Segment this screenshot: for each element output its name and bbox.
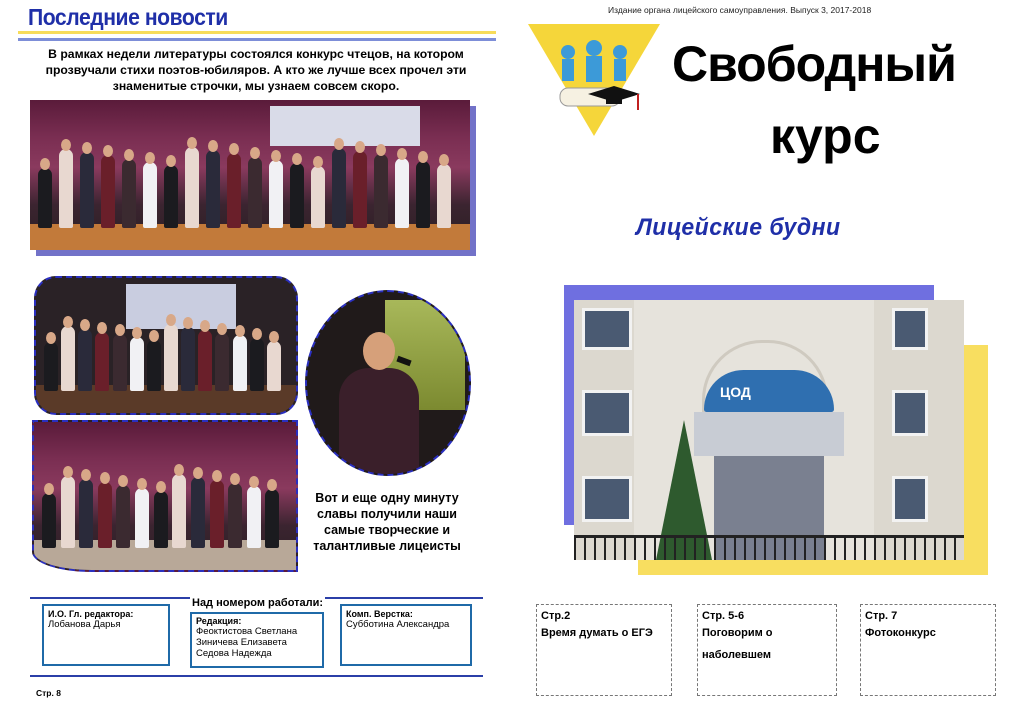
person-silhouette <box>130 337 144 391</box>
person-head <box>156 481 166 493</box>
person-head <box>269 331 279 343</box>
person-silhouette <box>42 493 56 548</box>
teaser-box <box>860 604 996 696</box>
person-head <box>193 467 203 479</box>
person-silhouette <box>95 332 109 391</box>
person-head <box>44 483 54 495</box>
person-head <box>132 327 142 339</box>
person-silhouette <box>154 491 168 548</box>
person-head <box>235 325 245 337</box>
person-silhouette <box>59 149 73 228</box>
person-head <box>115 324 125 336</box>
person-silhouette <box>98 482 112 548</box>
layout-box <box>340 604 472 666</box>
person-silhouette <box>228 483 242 548</box>
person-silhouette <box>79 479 93 548</box>
person-silhouette <box>78 329 92 391</box>
person-silhouette <box>353 151 367 228</box>
person-silhouette <box>437 164 451 228</box>
person-head <box>208 140 218 152</box>
news-section-title: Последние новости <box>28 4 228 30</box>
person-silhouette <box>374 154 388 228</box>
staff-name: Зиничева Елизавета <box>196 637 287 648</box>
section-subtitle: Лицейские будни <box>636 214 841 241</box>
person-silhouette <box>191 477 205 548</box>
person-silhouette <box>181 327 195 391</box>
editor-name: Лобанова Дарья <box>48 619 121 630</box>
teaser-page: Стр. 5-6 <box>702 610 745 622</box>
person-silhouette <box>332 148 346 228</box>
speaker-photo <box>305 290 471 476</box>
person-silhouette <box>269 160 283 228</box>
teaser-page: Стр. 7 <box>865 610 898 622</box>
person-head <box>200 320 210 332</box>
brand-title-line1: Свободный <box>672 36 956 92</box>
teaser-page: Стр.2 <box>541 610 571 622</box>
person-silhouette <box>206 150 220 228</box>
person-silhouette <box>80 152 94 228</box>
person-silhouette <box>122 159 136 228</box>
person-silhouette <box>248 157 262 229</box>
person-silhouette <box>198 330 212 391</box>
person-silhouette <box>290 163 304 228</box>
person-silhouette <box>395 158 409 228</box>
person-silhouette <box>143 162 157 228</box>
teaser-box <box>536 604 672 696</box>
person-head <box>252 328 262 340</box>
person-silhouette <box>113 334 127 391</box>
person-silhouette <box>233 335 247 391</box>
issue-line: Издание органа лицейского самоуправления. Выпуск 3, 2017-2018 <box>608 5 872 15</box>
person-head <box>80 319 90 331</box>
person-silhouette <box>38 168 52 229</box>
person-silhouette <box>210 480 224 548</box>
teaser-desc: Время думать о ЕГЭ <box>541 627 653 639</box>
person-silhouette <box>416 161 430 228</box>
lyceum-building-photo <box>574 300 964 560</box>
group-photo-readers <box>32 420 298 572</box>
building-sign: ЦОД <box>720 384 751 400</box>
intro-paragraph: В рамках недели литературы состоялся конкурс чтецов, на котором прозвучали стихи поэтов-юбиляров. А кто же лучше всех прочел эти знаменитые строчки, мы узнаем совсем скоро. <box>45 47 467 93</box>
editor-label: И.О. Гл. редактора: <box>48 609 134 619</box>
person-silhouette <box>101 155 115 228</box>
staff-label: Редакция: <box>196 616 242 626</box>
person-head <box>61 139 71 151</box>
person-head <box>46 332 56 344</box>
person-head <box>118 475 128 487</box>
credits-bottom-rule <box>30 675 483 677</box>
person-silhouette <box>164 324 178 391</box>
person-head <box>145 152 155 164</box>
layout-label: Комп. Верстка: <box>346 609 413 619</box>
person-silhouette <box>135 488 149 548</box>
teaser-box <box>697 604 837 696</box>
person-silhouette <box>61 326 75 391</box>
photo-caption: Вот и еще одну минуту славы получили наши самые творческие и талантливые лицеисты <box>313 491 461 553</box>
page-number: Стр. 8 <box>36 688 61 698</box>
person-head <box>249 476 259 488</box>
person-silhouette <box>267 341 281 391</box>
person-head <box>124 149 134 161</box>
person-silhouette <box>116 485 130 548</box>
person-head <box>271 150 281 162</box>
person-silhouette <box>185 147 199 228</box>
person-head <box>217 323 227 335</box>
staff-name: Седова Надежда <box>196 648 272 659</box>
person-silhouette <box>44 342 58 392</box>
person-head <box>149 330 159 342</box>
person-silhouette <box>164 165 178 228</box>
layout-name: Субботина Александра <box>346 619 450 630</box>
brand-title-line2: курс <box>770 108 881 164</box>
person-silhouette <box>265 489 279 548</box>
person-head <box>187 137 197 149</box>
person-head <box>97 322 107 334</box>
person-head <box>334 138 344 150</box>
person-silhouette <box>215 333 229 392</box>
person-silhouette <box>247 486 261 548</box>
staff-box <box>190 612 324 668</box>
person-head <box>100 472 110 484</box>
person-head <box>397 148 407 160</box>
person-silhouette <box>61 476 75 548</box>
staff-name: Феоктистова Светлана <box>196 626 298 637</box>
group-photo-main <box>30 100 470 250</box>
teaser-desc: Фотоконкурс <box>865 627 936 639</box>
credits-heading: Над номером работали: <box>192 597 324 609</box>
person-head <box>40 158 50 170</box>
group-photo-stage <box>34 276 298 415</box>
person-head <box>212 470 222 482</box>
title-rule-blue <box>18 38 496 41</box>
person-silhouette <box>311 166 325 228</box>
title-rule-yellow <box>18 31 496 34</box>
person-silhouette <box>250 338 264 391</box>
person-head <box>137 478 147 490</box>
person-silhouette <box>227 153 241 228</box>
person-silhouette <box>147 340 161 391</box>
editor-box <box>42 604 170 666</box>
person-head <box>250 147 260 159</box>
person-head <box>63 466 73 478</box>
person-head <box>355 141 365 153</box>
newspaper-logo <box>528 24 660 136</box>
teaser-desc: Поговорим о наболевшем <box>702 627 773 661</box>
person-silhouette <box>172 474 186 548</box>
person-head <box>418 151 428 163</box>
